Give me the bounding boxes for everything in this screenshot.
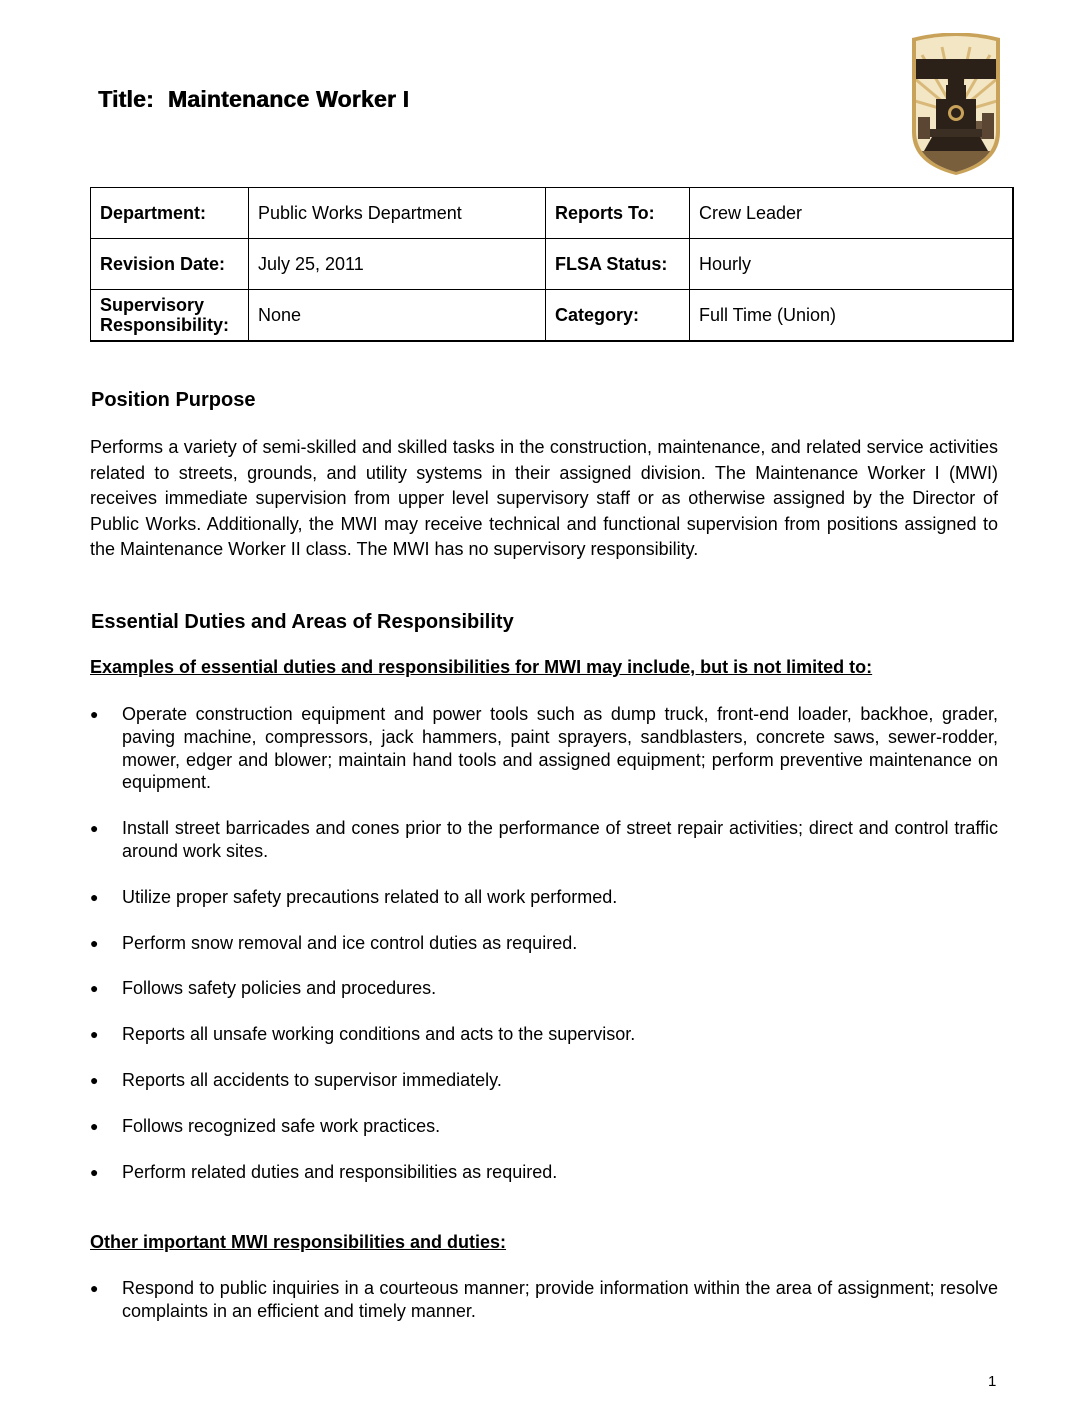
list-item: [90, 886, 998, 909]
bullet-icon: ●: [90, 1071, 99, 1088]
list-item-text: Respond to public inquiries in a courteous manner; provide information within the area of assignment; resolve complaints in an efficient and timely manner.: [122, 1278, 998, 1321]
other-duties-subheading: Other important MWI responsibilities and duties:: [90, 1232, 507, 1252]
bullet-icon: ●: [90, 1026, 99, 1043]
list-item-text: Install street barricades and cones prior to the performance of street repair activities; direct and control traffic around work sites.: [122, 818, 998, 861]
reports-to-value: Crew Leader: [690, 188, 1013, 239]
position-info-table: [90, 187, 1014, 342]
bullet-icon: ●: [90, 980, 99, 997]
list-item: [90, 1115, 998, 1138]
list-item: [90, 1277, 998, 1323]
list-item-text: Utilize proper safety precautions related to all work performed.: [122, 886, 618, 907]
revision-date-label: Revision Date:: [91, 239, 249, 290]
revision-date-value: July 25, 2011: [249, 239, 546, 290]
bullet-icon: ●: [90, 934, 99, 951]
table-row: [91, 290, 1013, 342]
city-seal-logo: [908, 33, 1004, 175]
department-label: Department:: [91, 188, 249, 239]
list-item: [90, 1069, 998, 1092]
page-number: 1: [988, 1373, 997, 1390]
table-row: [91, 188, 1013, 239]
list-item-text: Follows recognized safe work practices.: [122, 1115, 441, 1136]
bullet-icon: ●: [90, 888, 99, 905]
bullet-icon: ●: [90, 1163, 99, 1180]
list-item-text: Operate construction equipment and power tools such as dump truck, front-end loader, backhoe, grader, paving machine, compressors, jack hammers, paint sprayers, sandblasters, concrete saws, sewer-rodder, mower, edger and blower; maintain hand tools and assigned equipment; perform preventive maintenance on equipment.: [122, 704, 998, 793]
list-item: [90, 977, 998, 1000]
list-item-text: Perform related duties and responsibilities as required.: [122, 1161, 558, 1182]
list-item: [90, 703, 998, 794]
title-value: Maintenance Worker I: [167, 86, 410, 112]
table-row: [91, 239, 1013, 290]
category-value: Full Time (Union): [690, 290, 1013, 342]
flsa-status-value: Hourly: [690, 239, 1013, 290]
list-item: [90, 1023, 998, 1046]
title-label: Title:: [98, 86, 154, 112]
position-purpose-text: Performs a variety of semi-skilled and skilled tasks in the construction, maintenance, and related service activities related to streets, grounds, and utility systems in their assigned division. The Maintenance Worker I (MWI) receives immediate supervision from upper level supervisory staff or as otherwise assigned by the Director of Public Works. Additionally, the MWI may receive technical and functional supervision from positions assigned to the Maintenance Worker II class. The MWI has no supervisory responsibility.: [90, 437, 998, 560]
list-item-text: Perform snow removal and ice control duties as required.: [122, 932, 578, 953]
supervisory-responsibility-label: Supervisory Responsibility:: [91, 290, 249, 342]
list-item-text: Follows safety policies and procedures.: [122, 978, 437, 999]
list-item-text: Reports all unsafe working conditions and acts to the supervisor.: [122, 1024, 636, 1045]
list-item: [90, 932, 998, 955]
supervisory-responsibility-value: None: [249, 290, 546, 342]
bullet-icon: ●: [90, 820, 99, 837]
flsa-status-label: FLSA Status:: [546, 239, 690, 290]
list-item: [90, 817, 998, 863]
other-duties-list: [90, 1277, 998, 1346]
essential-duties-list: [90, 703, 998, 1206]
essential-duties-heading: Essential Duties and Areas of Responsibility: [91, 611, 514, 633]
position-purpose-heading: Position Purpose: [91, 389, 256, 411]
bullet-icon: ●: [90, 1117, 99, 1134]
bullet-icon: ●: [90, 706, 99, 722]
department-value: Public Works Department: [249, 188, 546, 239]
bullet-icon: ●: [90, 1280, 99, 1296]
reports-to-label: Reports To:: [546, 188, 690, 239]
list-item: [90, 1161, 998, 1184]
document-title: [98, 86, 409, 113]
category-label: Category:: [546, 290, 690, 342]
essential-duties-subheading: Examples of essential duties and responsibilities for MWI may include, but is not limited to:: [90, 657, 873, 677]
list-item-text: Reports all accidents to supervisor immediately.: [122, 1069, 502, 1090]
